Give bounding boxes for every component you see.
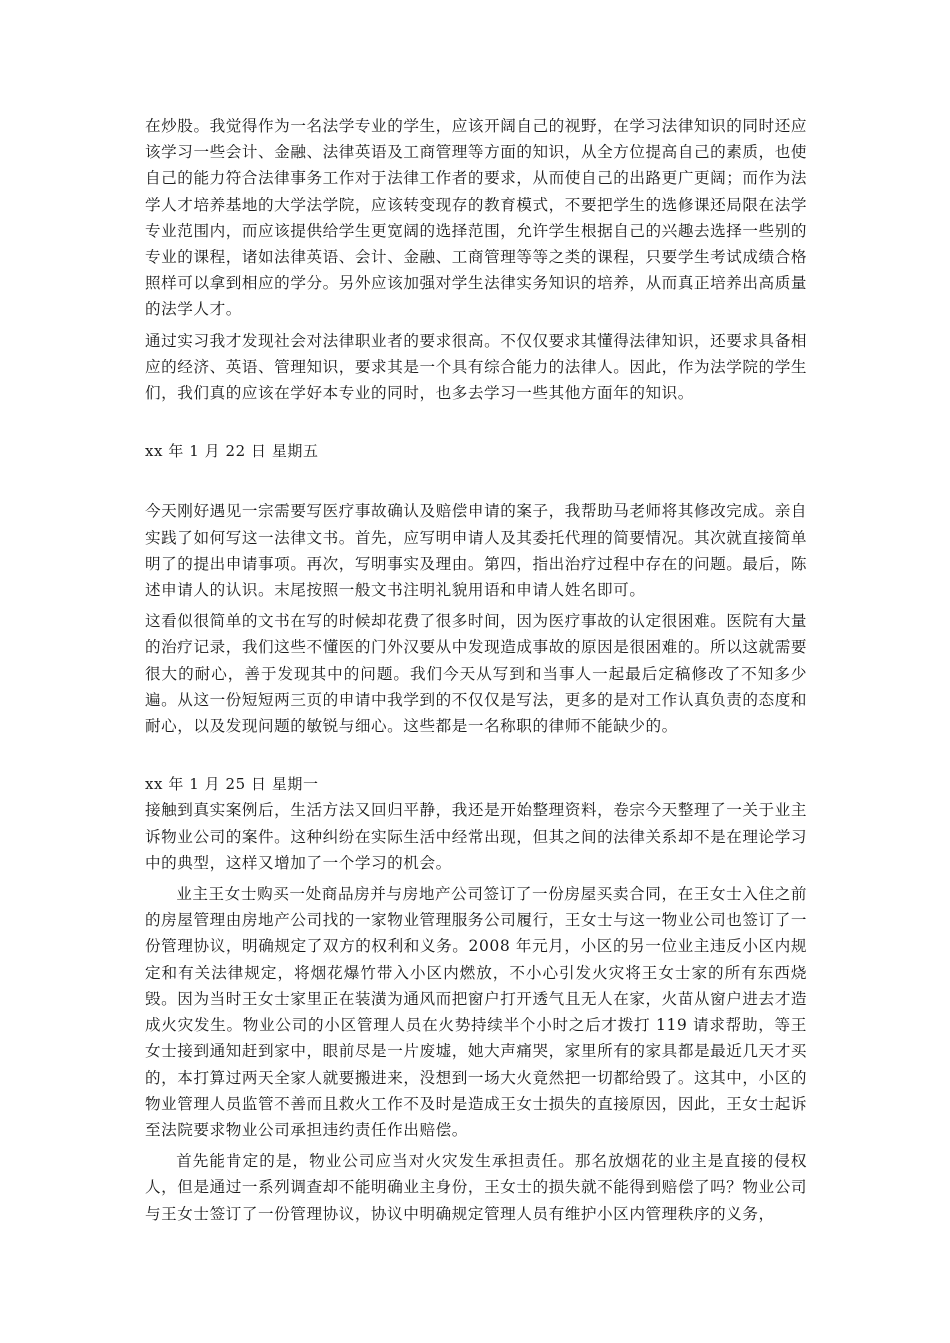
paragraph-1: 在炒股。我觉得作为一名法学专业的学生，应该开阔自己的视野，在学习法律知识的同时还应该学习一些会计、金融、法律英语及工商管理等方面的知识，从全方位提高自己的素质，也使自己的能力符合法律事务工作对于法律工作者的要求，从而使自己的出路更广更阔；而作为法学人才培养基地的大学法学院，应该转变现存的教育模式，不要把学生的选修课还局限在法学专业范围内，而应该提供给学生更宽阔的选择范围，允许学生根据自己的兴趣去选择一些别的专业的课程，诸如法律英语、会计、金融、工商管理等等之类的课程，只要学生考试成绩合格照样可以拿到相应的学分。另外应该加强对学生法律实务知识的培养，从而真正培养出高质量的法学人才。 xyxy=(145,117,807,319)
paragraph-4: 这看似很简单的文书在写的时候却花费了很多时间，因为医疗事故的认定很困难。医院有大量的治疗记录，我们这些不懂医的门外汉要从中发现造成事故的原因是很困难的。所以这就需要很大的耐心，善于发现其中的问题。我们今天从写到和当事人一起最后定稿修改了不知多少遍。从这一份短短两三页的申请中我学到的不仅仅是写法，更多的是对工作认真负责的态度和耐心，以及发现问题的敏锐与细心。这些都是一名称职的律师不能缺少的。 xyxy=(145,612,807,736)
paragraph-6: 业主王女士购买一处商品房并与房地产公司签订了一份房屋买卖合同，在王女士入住之前的房屋管理由房地产公司找的一家物业管理服务公司履行，王女士与这一物业公司也签订了一份管理协议，明确规定了双方的权利和义务。2008 年元月，小区的另一位业主违反小区内规定和有关法律规定，将烟花爆竹带入小区内燃放，不小心引发火灾将王女士家的所有东西烧毁。因为当时王女士家里正在装潢为通风而把窗户打开透气且无人在家，火苗从窗户进去才造成火灾发生。物业公司的小区管理人员在火势持续半个小时之后才拨打 119 请求帮助，等王女士接到通知赶到家中，眼前尽是一片废墟，她大声痛哭，家里所有的家具都是最近几天才买的，本打算过两天全家人就要搬进来，没想到一场大火竟然把一切都给毁了。这其中，小区的物业管理人员监管不善而且救火工作不及时是造成王女士损失的直接原因，因此，王女士起诉至法院要求物业公司承担违约责任作出赔偿。 xyxy=(145,885,807,1139)
date-heading-1: xx 年 1 月 22 日 星期五 xyxy=(145,442,319,461)
date-heading-2: xx 年 1 月 25 日 星期一 xyxy=(145,775,319,794)
paragraph-3: 今天刚好遇见一宗需要写医疗事故确认及赔偿申请的案子，我帮助马老师将其修改完成。亲自实践了如何写这一法律文书。首先，应写明申请人及其委托代理的简要情况。其次就直接简单明了的提出申请事项。再次，写明事实及理由。第四，指出治疗过程中存在的问题。最后，陈述申请人的认识。末尾按照一般文书注明礼貌用语和申请人姓名即可。 xyxy=(145,502,807,600)
paragraph-7: 首先能肯定的是，物业公司应当对火灾发生承担责任。那名放烟花的业主是直接的侵权人，但是通过一系列调查却不能明确业主身份，王女士的损失就不能得到赔偿了吗？物业公司与王女士签订了一份管理协议，协议中明确规定管理人员有维护小区内管理秩序的义务， xyxy=(145,1152,807,1223)
paragraph-5: 接触到真实案例后，生活方法又回归平静，我还是开始整理资料，卷宗今天整理了一关于业主诉物业公司的案件。这种纠纷在实际生活中经常出现，但其之间的法律关系却不是在理论学习中的典型，这样又增加了一个学习的机会。 xyxy=(145,801,807,872)
document-page xyxy=(145,113,807,1227)
paragraph-2: 通过实习我才发现社会对法律职业者的要求很高。不仅仅要求其懂得法律知识，还要求具备相应的经济、英语、管理知识，要求其是一个具有综合能力的法律人。因此，作为法学院的学生们，我们真的应该在学好本专业的同时，也多去学习一些其他方面年的知识。 xyxy=(145,331,807,403)
